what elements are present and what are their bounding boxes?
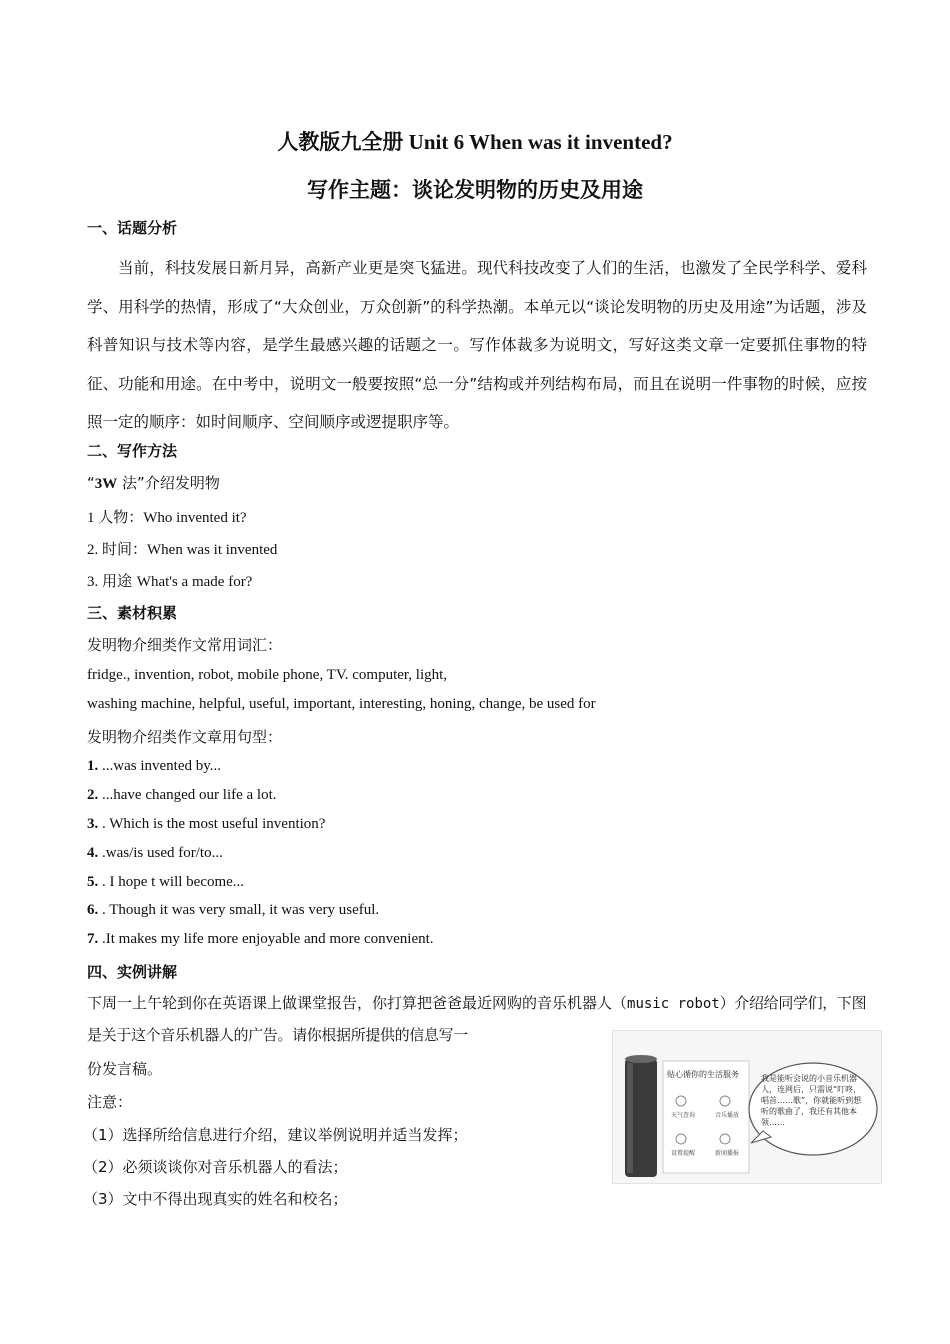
- sentence-label: 发明物介绍类作文章用句型：: [87, 728, 283, 746]
- method-item-zh: 时间：: [102, 540, 148, 558]
- method-item-zh: 人物：: [98, 508, 144, 526]
- method-item-en: What's a made for?: [136, 574, 253, 590]
- sentence-item: [87, 874, 244, 891]
- method-item-en: When was it invented: [147, 542, 278, 558]
- speaker-icon: [625, 1055, 657, 1177]
- method-item-number: 1: [87, 510, 99, 526]
- task-text-end: 份发言稿。: [87, 1060, 163, 1078]
- sentence-item: [87, 931, 434, 948]
- sentence-item: [87, 758, 221, 775]
- method-item-zh: 用途: [102, 572, 137, 590]
- document-title: 人教版九全册 Unit 6 When was it invented?: [277, 130, 673, 154]
- method-intro: [87, 472, 220, 493]
- section-heading-writing-method: 二、写作方法: [87, 442, 178, 460]
- note-item: （3）文中不得出现真实的姓名和校名；: [83, 1190, 348, 1208]
- sentence-item: [87, 787, 277, 804]
- sentence-number: 6.: [87, 902, 99, 918]
- note-item: （1）选择所给信息进行介绍，建议举例说明并适当发挥；: [83, 1126, 468, 1144]
- sentence-item: [87, 845, 223, 862]
- sentence-text: . Though it was very small, it was very useful.: [98, 902, 380, 918]
- bubble-text: 我是能听会说的小音乐机器人，连网后，只需说“叮咚，唱首……歌”，你就能听到想听的歌曲了，我还有其他本领……: [761, 1074, 862, 1127]
- topic-analysis-paragraph: 当前，科技发展日新月异，高新产业更是突飞猛进。现代科技改变了人们的生活，也激发了全民学科学、爱科学、用科学的热情，形成了“大众创业，万众创新”的科学热潮。本单元以“谈论发明物的历史及用途”为话题，涉及科普知识与技术等内容，是学生最感兴趣的话题之一。写作体裁多为说明文，写好这类文章一定要抓住事物的特征、功能和用途。在中考中，说明文一般要按照“总一分”结构或并列结构布局，而且在说明一件事物的时候，应按照一定的顺序：如时间顺序、空间顺序或逻提职序等。: [87, 259, 867, 431]
- document-subtitle: 写作主题：谈论发明物的历史及用途: [307, 178, 643, 202]
- sentence-text: ...have changed our life a lot.: [98, 787, 277, 803]
- section-heading-topic-analysis: 一、话题分析: [87, 219, 178, 237]
- sentence-number: 3.: [87, 816, 99, 832]
- icon-label: 新闻播报: [715, 1150, 740, 1157]
- note-label: 注意：: [87, 1093, 133, 1111]
- sentence-text: .was/is used for/to...: [98, 845, 223, 861]
- method-item-en: Who invented it?: [143, 510, 247, 526]
- method-item-number: 3.: [87, 574, 102, 590]
- icon-label: 天气查询: [671, 1112, 696, 1119]
- task-text: 下周一上午轮到你在英语课上做课堂报告，你打算把爸爸最近网购的音乐机器人（: [87, 994, 628, 1012]
- icon-label: 音乐播放: [715, 1112, 740, 1119]
- sentence-number: 2.: [87, 787, 99, 803]
- panel-title: 贴心循你的生活服务: [667, 1070, 739, 1079]
- vocab-label: 发明物介细类作文常用词汇：: [87, 636, 283, 654]
- section-heading-example: 四、实例讲解: [87, 963, 178, 981]
- vocab-line: fridge., invention, robot, mobile phone, TV. computer, light,: [87, 667, 448, 683]
- intro-rest: 法”介绍发明物: [117, 474, 220, 492]
- sentence-text: .It makes my life more enjoyable and more convenient.: [98, 931, 434, 947]
- sentence-item: [87, 816, 325, 833]
- speech-bubble: [749, 1063, 877, 1155]
- method-item: [87, 506, 247, 527]
- sentence-number: 1.: [87, 758, 99, 774]
- intro-quote: “: [87, 474, 95, 492]
- sentence-text: . I hope t will become...: [98, 874, 245, 890]
- intro-3w: 3W: [94, 476, 118, 492]
- note-item: （2）必须谈谈你对音乐机器人的看法；: [83, 1158, 348, 1176]
- sentence-item: [87, 902, 379, 919]
- sentence-number: 7.: [87, 931, 99, 947]
- icon-label: 设置提醒: [671, 1150, 696, 1157]
- sentence-text: . Which is the most useful invention?: [98, 816, 326, 832]
- service-panel: [663, 1061, 749, 1173]
- method-item: [87, 570, 252, 591]
- sentence-number: 4.: [87, 845, 99, 861]
- music-robot-ad-image: [612, 1030, 882, 1184]
- sentence-number: 5.: [87, 874, 99, 890]
- method-item: [87, 538, 277, 559]
- section-heading-material: 三、素材积累: [87, 604, 178, 622]
- sentence-text: ...was invented by...: [98, 758, 222, 774]
- method-item-number: 2.: [87, 542, 102, 558]
- task-term: music robot: [627, 996, 720, 1012]
- vocab-line: washing machine, helpful, useful, important, interesting, honing, change, be used for: [87, 696, 596, 712]
- task-text: ）介绍给同学们，下图是关于这个音乐机器人的广告。请你根据所提供的信息写一: [87, 994, 867, 1044]
